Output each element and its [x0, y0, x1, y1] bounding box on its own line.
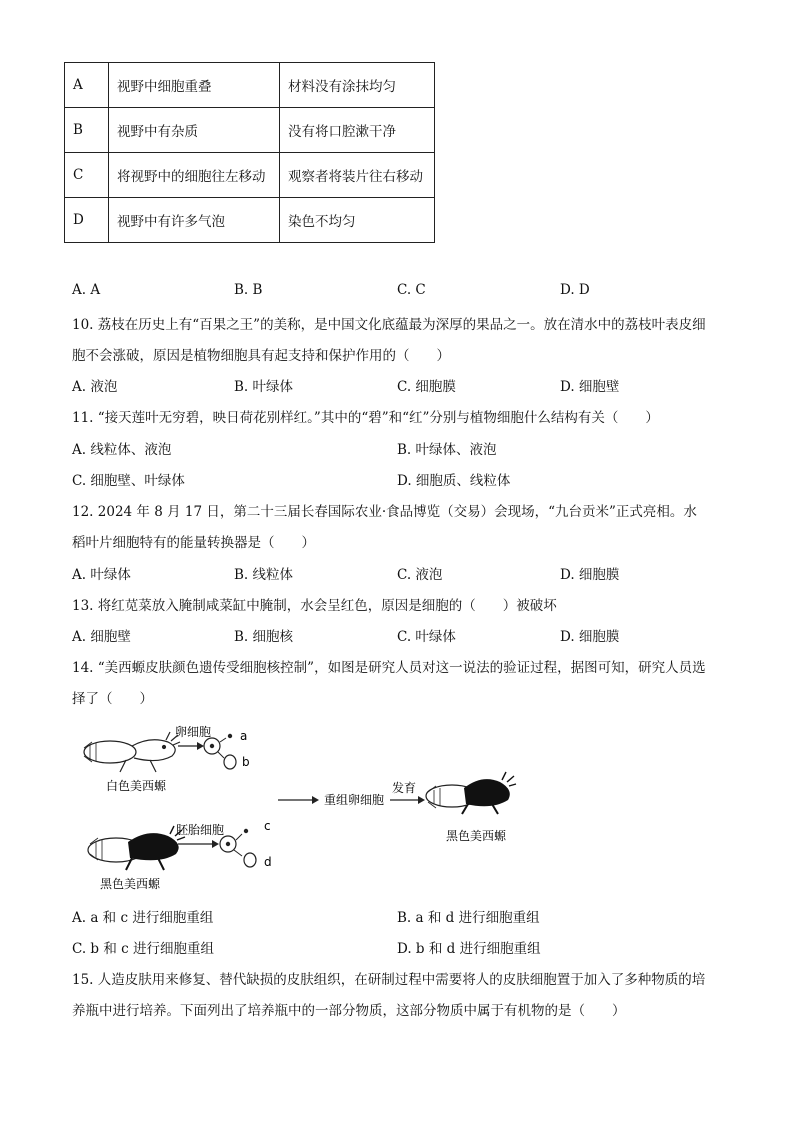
result-black-axolotl-image	[426, 772, 516, 814]
table-row	[65, 63, 435, 108]
table-cell-phenomenon: 视野中细胞重叠	[109, 63, 280, 108]
nucleus-c-icon	[244, 829, 248, 833]
table-cell-reason: 染色不均匀	[280, 198, 435, 243]
q10-option-b[interactable]: B. 叶绿体	[234, 379, 294, 395]
q14-option-a[interactable]: A. a 和 c 进行细胞重组	[72, 910, 214, 926]
white-axolotl-image	[84, 732, 180, 772]
q14-stem-line2: 择了（ ）	[72, 691, 153, 707]
white-axolotl-label: 白色美西螈	[106, 779, 167, 793]
q9-table	[64, 62, 435, 243]
q9-option-c[interactable]: C. C	[397, 282, 426, 298]
table-cell-reason: 材料没有涂抹均匀	[280, 63, 435, 108]
q12-option-b[interactable]: B. 线粒体	[234, 567, 294, 583]
q13-option-d[interactable]: D. 细胞膜	[560, 629, 620, 645]
q11-option-c[interactable]: C. 细胞壁、叶绿体	[72, 473, 185, 489]
table-cell-reason: 没有将口腔漱干净	[280, 108, 435, 153]
q13-option-c[interactable]: C. 叶绿体	[397, 629, 456, 645]
arrowhead	[312, 796, 319, 804]
table-cell-option: A	[65, 63, 109, 108]
q11-option-b[interactable]: B. 叶绿体、液泡	[397, 442, 497, 458]
q9-option-b[interactable]: B. B	[234, 282, 263, 298]
cytoplasm-b-icon	[224, 755, 236, 769]
q10-stem-line1: 10. 荔枝在历史上有“百果之王”的美称，是中国文化底蕴最为深厚的果品之一。放在清水中的荔枝叶表皮细	[72, 317, 706, 333]
q9-option-a[interactable]: A. A	[72, 282, 101, 298]
egg-cell-nucleus	[210, 744, 214, 748]
table-row	[65, 108, 435, 153]
q12-option-d[interactable]: D. 细胞膜	[560, 567, 620, 583]
q10-stem-line2: 胞不会涨破，原因是植物细胞具有起支持和保护作用的（ ）	[72, 348, 450, 364]
q10-option-c[interactable]: C. 细胞膜	[397, 379, 456, 395]
q12-stem-line2: 稻叶片细胞特有的能量转换器是（ ）	[72, 535, 315, 551]
label-a: a	[240, 729, 248, 743]
table-cell-reason: 观察者将装片往右移动	[280, 153, 435, 198]
q9-option-d[interactable]: D. D	[560, 282, 590, 298]
table-cell-option: D	[65, 198, 109, 243]
q10-option-a[interactable]: A. 液泡	[72, 379, 118, 395]
recombined-egg-label: 重组卵细胞	[324, 793, 385, 807]
black-axolotl-label: 黑色美西螈	[100, 877, 161, 891]
q13-option-a[interactable]: A. 细胞壁	[72, 629, 131, 645]
q14-option-d[interactable]: D. b 和 d 进行细胞重组	[397, 941, 541, 957]
split-line	[234, 850, 242, 856]
develop-label: 发育	[392, 781, 417, 795]
q11-option-d[interactable]: D. 细胞质、线粒体	[397, 473, 511, 489]
q14-option-b[interactable]: B. a 和 d 进行细胞重组	[397, 910, 540, 926]
table-cell-option: B	[65, 108, 109, 153]
q10-option-d[interactable]: D. 细胞壁	[560, 379, 620, 395]
q14-axolotl-diagram	[72, 718, 532, 894]
table-row	[65, 198, 435, 243]
split-line	[236, 834, 242, 840]
cytoplasm-d-icon	[244, 853, 256, 867]
q13-option-b[interactable]: B. 细胞核	[234, 629, 294, 645]
q15-stem-line1: 15. 人造皮肤用来修复、替代缺损的皮肤组织，在研制过程中需要将人的皮肤细胞置于加入了多种物质的培	[72, 972, 706, 988]
egg-cell-label: 卵细胞	[175, 725, 212, 739]
q14-stem-line1: 14. “美西螈皮肤颜色遗传受细胞核控制”，如图是研究人员对这一说法的验证过程，据图可知，研究人员选	[72, 660, 706, 676]
arrowhead	[197, 742, 204, 750]
q14-option-c[interactable]: C. b 和 c 进行细胞重组	[72, 941, 215, 957]
q11-stem-line1: 11. “接天莲叶无穷碧，映日荷花别样红。”其中的“碧”和“红”分别与植物细胞什么结构有关（ ）	[72, 410, 659, 426]
label-c: c	[264, 819, 271, 833]
table-cell-phenomenon: 视野中有杂质	[109, 108, 280, 153]
label-b: b	[242, 755, 250, 769]
table-row	[65, 153, 435, 198]
q11-option-a[interactable]: A. 线粒体、液泡	[72, 442, 172, 458]
q12-stem-line1: 12. 2024 年 8 月 17 日，第二十三届长春国际农业·食品博览（交易）会现场，“九台贡米”正式亮相。水	[72, 504, 697, 520]
split-line	[218, 752, 224, 758]
table-cell-option: C	[65, 153, 109, 198]
embryo-cell-nucleus	[226, 842, 230, 846]
black-axolotl-image	[88, 826, 185, 870]
table-cell-phenomenon: 视野中有许多气泡	[109, 198, 280, 243]
q12-option-a[interactable]: A. 叶绿体	[72, 567, 131, 583]
arrowhead	[418, 796, 425, 804]
nucleus-a-icon	[228, 734, 232, 738]
table-cell-phenomenon: 将视野中的细胞往左移动	[109, 153, 280, 198]
arrowhead	[212, 840, 219, 848]
label-d: d	[264, 855, 272, 869]
q13-stem-line1: 13. 将红苋菜放入腌制咸菜缸中腌制，水会呈红色，原因是细胞的（ ）被破坏	[72, 598, 557, 614]
embryo-cell-label: 胚胎细胞	[176, 823, 225, 837]
q15-stem-line2: 养瓶中进行培养。下面列出了培养瓶中的一部分物质，这部分物质中属于有机物的是（ ）	[72, 1003, 626, 1019]
split-line	[220, 738, 226, 742]
q12-option-c[interactable]: C. 液泡	[397, 567, 443, 583]
result-axolotl-label: 黑色美西螈	[446, 829, 507, 843]
